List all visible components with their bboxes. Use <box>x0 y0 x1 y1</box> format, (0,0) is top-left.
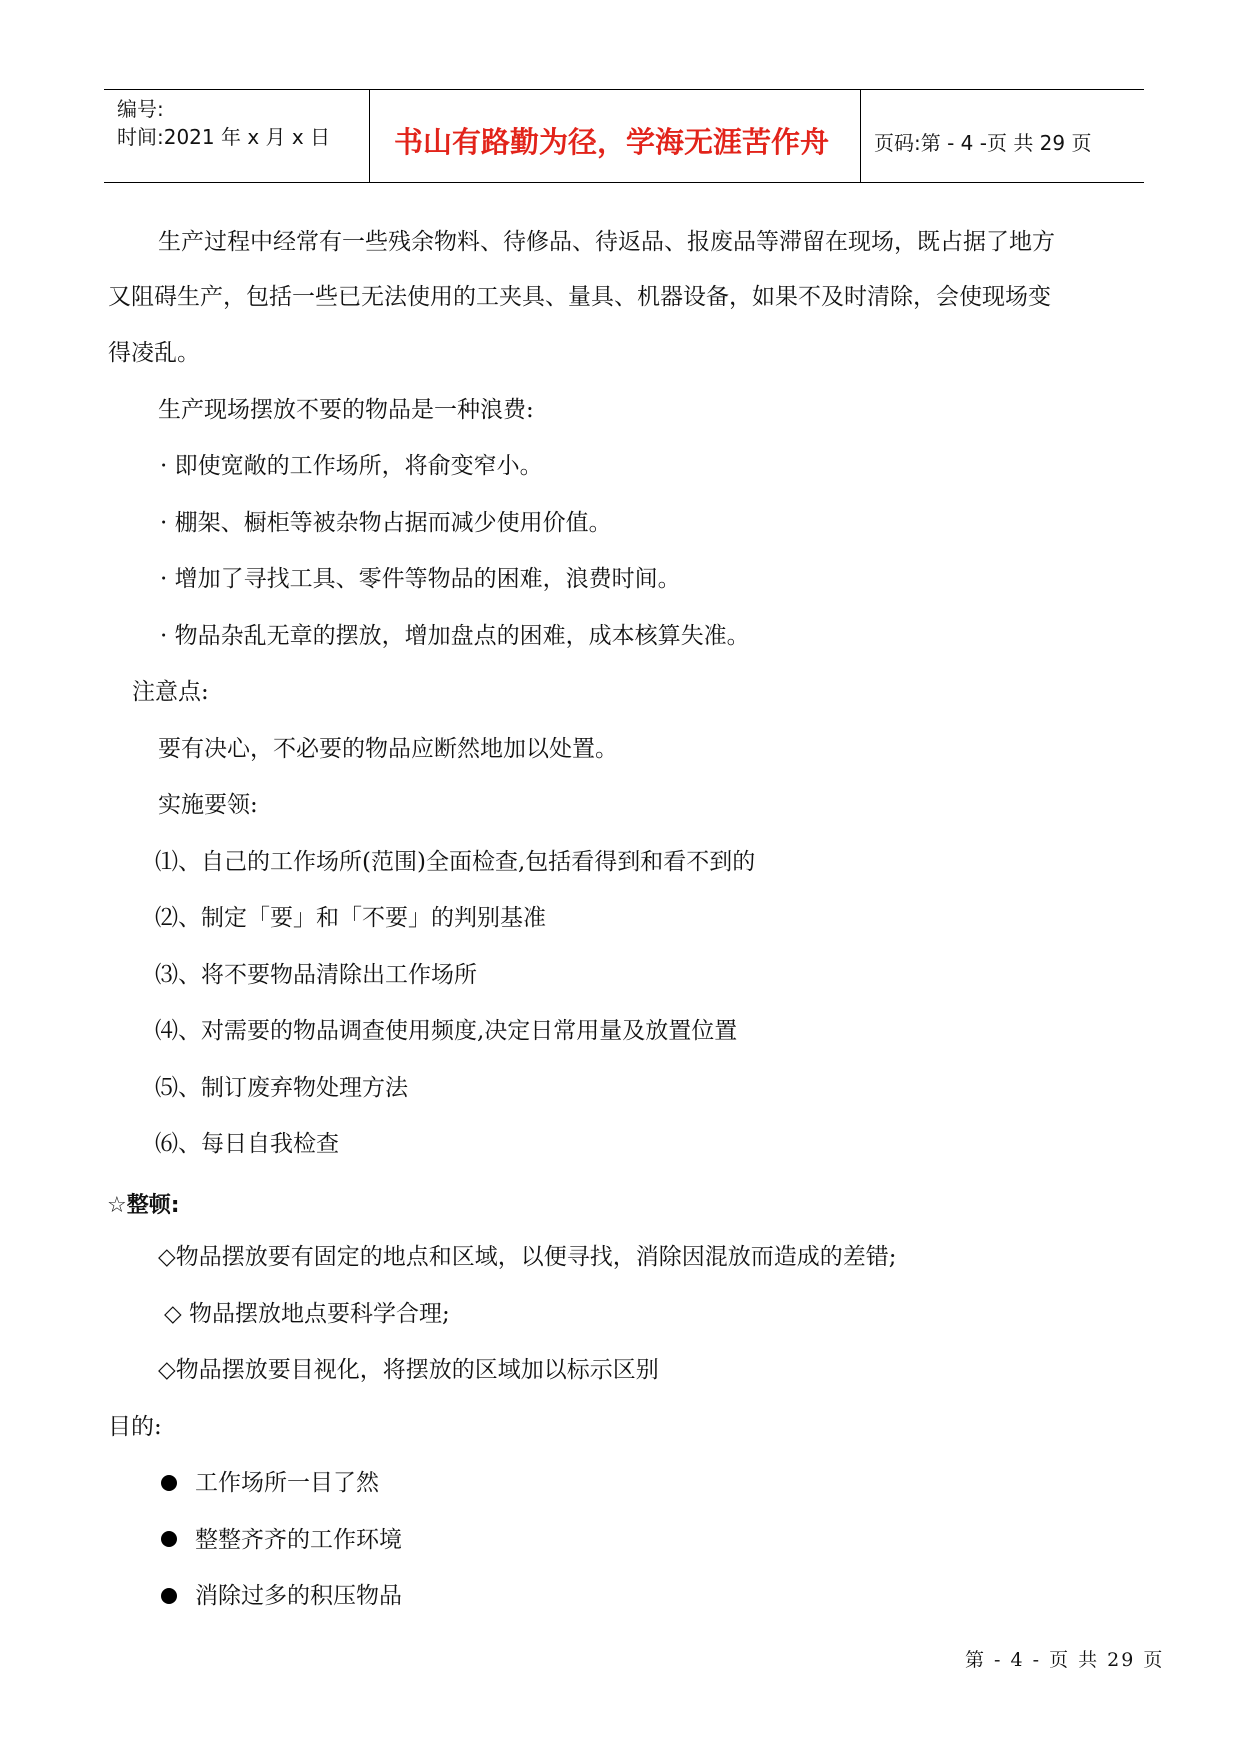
header-top-rule <box>104 89 1144 90</box>
bullet-dot-icon <box>161 1475 177 1491</box>
implementation-step: ⑷、对需要的物品调查使用频度,决定日常用量及放置位置 <box>155 1018 738 1044</box>
seiton-item: ◇物品摆放要目视化，将摆放的区域加以标示区别 <box>158 1357 659 1383</box>
purpose-item: 消除过多的积压物品 <box>195 1583 402 1609</box>
header-motto: 书山有路勤为径，学海无涯苦作舟 <box>394 125 830 159</box>
notes-text: 要有决心，不必要的物品应断然地加以处置。 <box>158 736 618 762</box>
purpose-item: 工作场所一目了然 <box>195 1470 379 1496</box>
intro-paragraph-line-1: 生产过程中经常有一些残余物料、待修品、待返品、报废品等滞留在现场，既占据了地方 <box>158 229 1055 255</box>
notes-label: 注意点: <box>132 679 209 705</box>
seiton-item: ◇ 物品摆放地点要科学合理; <box>164 1301 450 1327</box>
implementation-label: 实施要领: <box>158 792 258 818</box>
waste-item: · 物品杂乱无章的摆放，增加盘点的困难，成本核算失准。 <box>160 623 750 649</box>
implementation-step: ⑵、制定「要」和「不要」的判别基准 <box>155 905 546 931</box>
waste-item: · 增加了寻找工具、零件等物品的困难，浪费时间。 <box>160 566 681 592</box>
header-time-label: 时间:2021 年 x 月 x 日 <box>117 125 331 149</box>
purpose-item: 整整齐齐的工作环境 <box>195 1527 402 1553</box>
purpose-label: 目的: <box>108 1414 162 1440</box>
intro-paragraph-line-3: 得凌乱。 <box>108 340 200 366</box>
implementation-step: ⑶、将不要物品清除出工作场所 <box>155 962 477 988</box>
bullet-dot-icon <box>161 1588 177 1604</box>
header-page-label: 页码:第 - 4 -页 共 29 页 <box>874 131 1092 155</box>
implementation-step: ⑸、制订废弃物处理方法 <box>155 1075 408 1101</box>
footer-page-number: 第 - 4 - 页 共 29 页 <box>965 1649 1165 1671</box>
waste-intro: 生产现场摆放不要的物品是一种浪费: <box>158 397 534 423</box>
implementation-step: ⑹、每日自我检查 <box>155 1131 339 1157</box>
seiton-heading: ☆整顿: <box>107 1193 180 1218</box>
intro-paragraph-line-2: 又阻碍生产，包括一些已无法使用的工夹具、量具、机器设备，如果不及时清除，会使现场变 <box>108 284 1051 310</box>
header-divider-left <box>369 90 370 183</box>
header-divider-right <box>860 90 861 183</box>
waste-item: · 棚架、橱柜等被杂物占据而减少使用价值。 <box>160 510 612 536</box>
implementation-step: ⑴、自己的工作场所(范围)全面检查,包括看得到和看不到的 <box>155 849 756 875</box>
header-bottom-rule <box>104 182 1144 183</box>
bullet-dot-icon <box>161 1531 177 1547</box>
header-number-label: 编号: <box>117 97 164 121</box>
waste-item: · 即使宽敞的工作场所，将俞变窄小。 <box>160 453 543 479</box>
seiton-item: ◇物品摆放要有固定的地点和区域，以便寻找，消除因混放而造成的差错; <box>158 1244 897 1270</box>
